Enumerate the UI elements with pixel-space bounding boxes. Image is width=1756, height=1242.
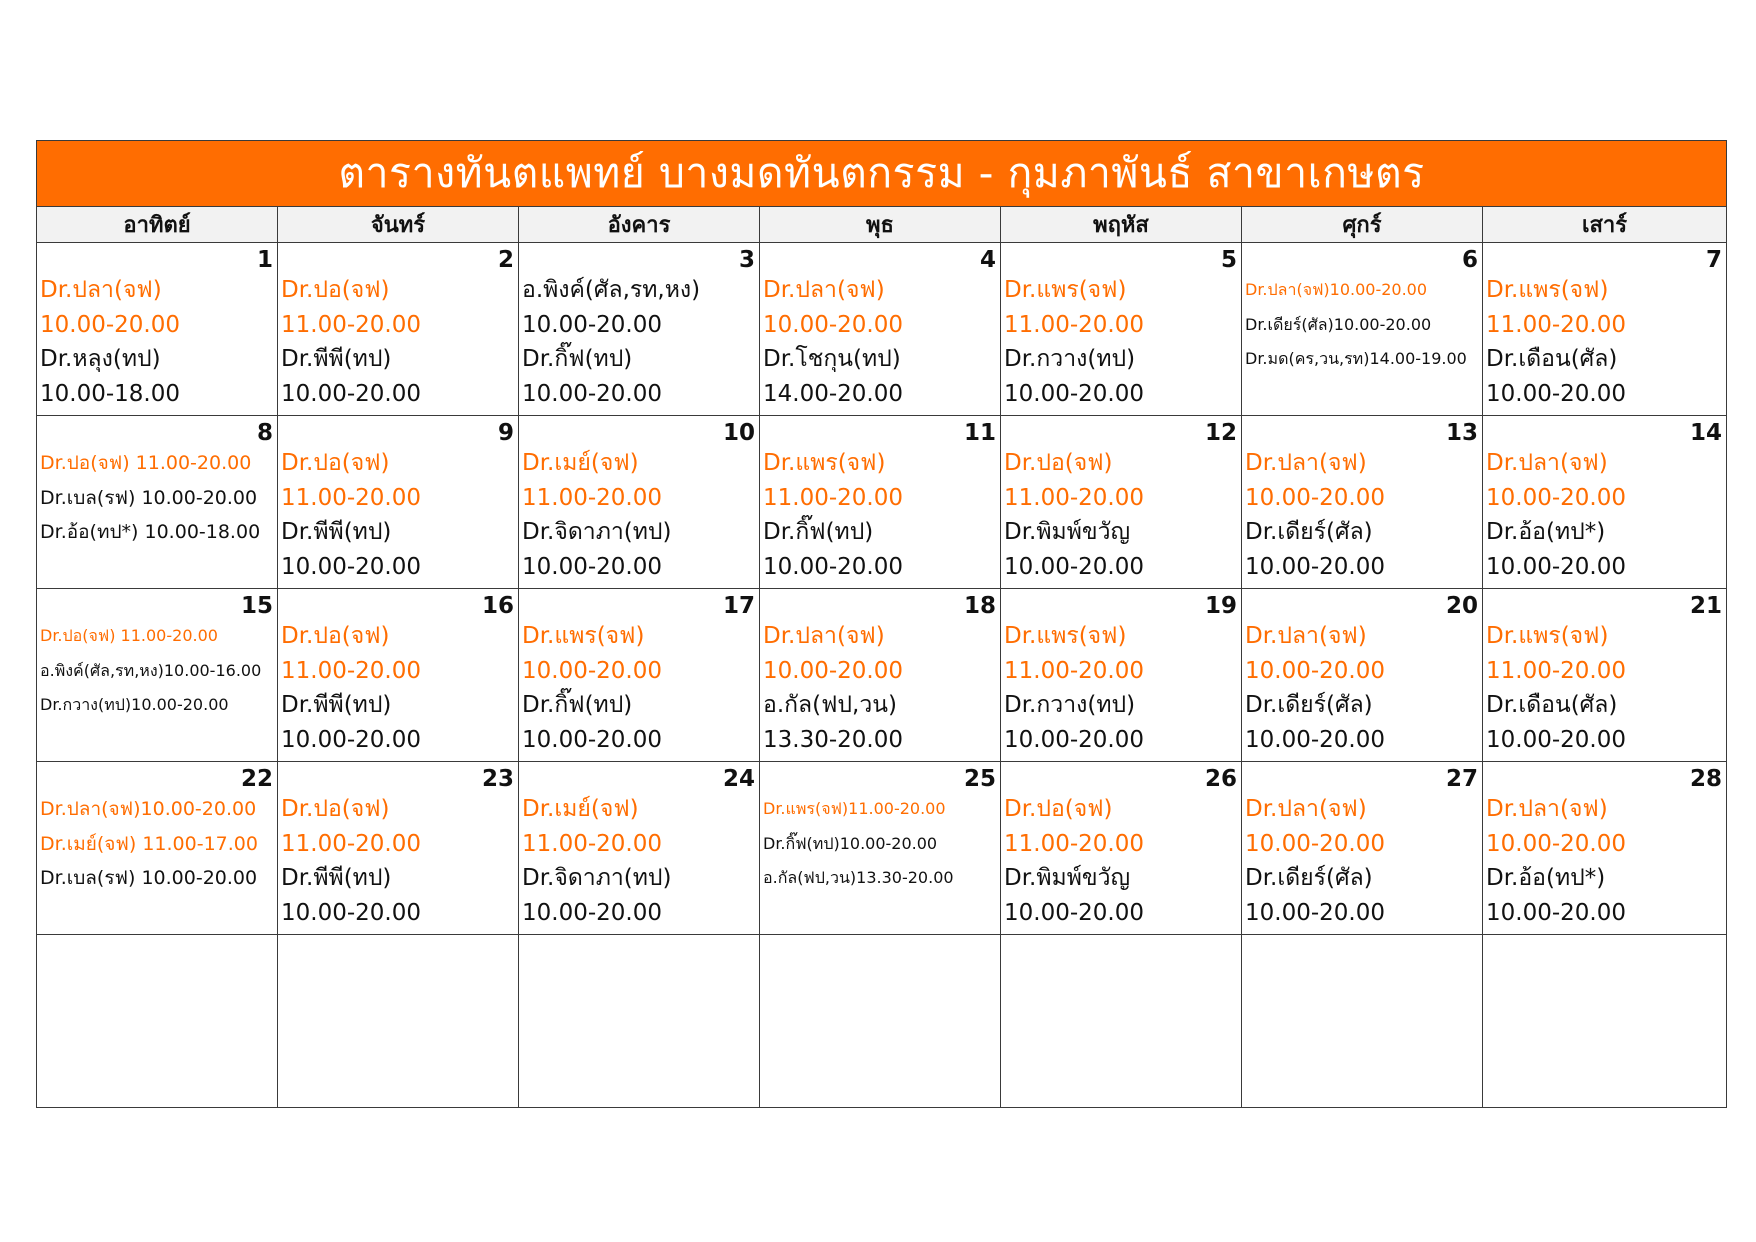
day-number: 23 bbox=[481, 766, 514, 792]
empty-week-row bbox=[37, 935, 1727, 1108]
schedule-entry: 10.00-20.00 bbox=[522, 311, 662, 338]
schedule-entry: 10.00-20.00 bbox=[522, 726, 662, 753]
schedule-entry: Dr.ปอ(จฟ) bbox=[281, 450, 390, 476]
day-number: 13 bbox=[1445, 420, 1478, 446]
schedule-entry: 10.00-20.00 bbox=[1486, 553, 1626, 580]
weekday-header: เสาร์ bbox=[1483, 207, 1727, 243]
day-cell bbox=[1483, 416, 1727, 589]
empty-day-cell bbox=[278, 935, 519, 1108]
schedule-entry: Dr.ปลา(จฟ)10.00-20.00 bbox=[1245, 280, 1428, 299]
schedule-entry: 10.00-20.00 bbox=[281, 899, 421, 926]
schedule-entry: Dr.ปอ(จฟ) bbox=[1004, 450, 1113, 476]
day-cell bbox=[1242, 762, 1483, 935]
schedule-entry: Dr.กิ๊ฟ(ทป) bbox=[522, 692, 633, 718]
day-number: 2 bbox=[497, 247, 514, 273]
day-number: 22 bbox=[240, 766, 273, 792]
schedule-entry: 11.00-20.00 bbox=[1004, 657, 1144, 684]
schedule-entry: Dr.แพร(จฟ) bbox=[1486, 277, 1609, 303]
schedule-entry: Dr.ปอ(จฟ) 11.00-20.00 bbox=[40, 626, 218, 645]
day-number: 12 bbox=[1204, 420, 1237, 446]
schedule-entry: Dr.ปลา(จฟ) bbox=[1245, 623, 1367, 649]
schedule-entry: Dr.ปลา(จฟ) bbox=[763, 623, 885, 649]
schedule-entry: Dr.กวาง(ทป) bbox=[1004, 692, 1136, 718]
schedule-entry: Dr.เดียร์(ศัล) bbox=[1245, 519, 1373, 545]
empty-day-cell bbox=[1242, 935, 1483, 1108]
schedule-entry: Dr.ปลา(จฟ) bbox=[1245, 450, 1367, 476]
schedule-entry: 10.00-18.00 bbox=[40, 380, 180, 407]
schedule-entry: Dr.กิ๊ฟ(ทป) bbox=[763, 519, 874, 545]
schedule-entry: Dr.ปลา(จฟ) bbox=[1245, 796, 1367, 822]
schedule-entry: 10.00-20.00 bbox=[1004, 380, 1144, 407]
weekday-header: พุธ bbox=[760, 207, 1001, 243]
schedule-entry: Dr.แพร(จฟ) bbox=[1004, 277, 1127, 303]
day-number: 25 bbox=[963, 766, 996, 792]
calendar-body bbox=[37, 243, 1727, 1108]
schedule-entry: 11.00-20.00 bbox=[1004, 484, 1144, 511]
empty-day-cell bbox=[1001, 935, 1242, 1108]
calendar-title: ตารางทันตแพทย์ บางมดทันตกรรม - กุมภาพันธ์ สาขาเกษตร bbox=[37, 141, 1727, 207]
schedule-entry: Dr.กวาง(ทป)10.00-20.00 bbox=[40, 695, 229, 714]
schedule-entry: อ.พิงค์(ศัล,รท,หง) bbox=[522, 277, 701, 303]
day-number: 17 bbox=[722, 593, 755, 619]
empty-day-cell bbox=[760, 935, 1001, 1108]
schedule-entry: Dr.หลุง(ทป) bbox=[40, 346, 161, 372]
schedule-entry: 11.00-20.00 bbox=[281, 830, 421, 857]
schedule-entry: Dr.พีพี(ทป) bbox=[281, 346, 392, 372]
schedule-entry: 11.00-20.00 bbox=[1004, 311, 1144, 338]
empty-day-cell bbox=[519, 935, 760, 1108]
schedule-entry: 10.00-20.00 bbox=[522, 553, 662, 580]
schedule-entry: Dr.มด(คร,วน,รท)14.00-19.00 bbox=[1245, 349, 1467, 368]
schedule-entry: 10.00-20.00 bbox=[281, 553, 421, 580]
schedule-entry: 11.00-20.00 bbox=[522, 830, 662, 857]
schedule-entry: Dr.เดือน(ศัล) bbox=[1486, 692, 1618, 718]
day-cell bbox=[519, 762, 760, 935]
schedule-entry: 10.00-20.00 bbox=[40, 311, 180, 338]
schedule-entry: Dr.เดียร์(ศัล)10.00-20.00 bbox=[1245, 314, 1432, 334]
day-cell bbox=[37, 589, 278, 762]
schedule-entry: 10.00-20.00 bbox=[522, 899, 662, 926]
day-cell bbox=[278, 762, 519, 935]
week-row bbox=[37, 416, 1727, 589]
schedule-entry: Dr.ปอ(จฟ) bbox=[281, 277, 390, 303]
schedule-entry: Dr.กิ๊ฟ(ทป)10.00-20.00 bbox=[763, 833, 938, 853]
schedule-entry: 10.00-20.00 bbox=[763, 657, 903, 684]
schedule-entry: 10.00-20.00 bbox=[1245, 484, 1385, 511]
schedule-calendar bbox=[36, 140, 1727, 1108]
day-cell bbox=[37, 243, 278, 416]
schedule-entry: 11.00-20.00 bbox=[1004, 830, 1144, 857]
schedule-entry: Dr.พีพี(ทป) bbox=[281, 519, 392, 545]
day-cell bbox=[1483, 589, 1727, 762]
schedule-entry: 10.00-20.00 bbox=[1245, 726, 1385, 753]
schedule-entry: Dr.อ้อ(ทป*) bbox=[1486, 865, 1606, 891]
schedule-entry: อ.กัล(ฟป,วน)13.30-20.00 bbox=[763, 868, 954, 887]
day-cell bbox=[519, 416, 760, 589]
schedule-entry: Dr.กิ๊ฟ(ทป) bbox=[522, 346, 633, 372]
day-number: 26 bbox=[1204, 766, 1237, 792]
schedule-entry: Dr.ปอ(จฟ) bbox=[281, 796, 390, 822]
day-cell bbox=[1242, 243, 1483, 416]
schedule-entry: Dr.ปลา(จฟ) bbox=[40, 277, 162, 303]
day-cell bbox=[37, 762, 278, 935]
empty-day-cell bbox=[37, 935, 278, 1108]
schedule-entry: Dr.แพร(จฟ) bbox=[522, 623, 645, 649]
schedule-entry: Dr.จิดาภา(ทป) bbox=[522, 865, 672, 891]
schedule-entry: Dr.เบล(รฟ) 10.00-20.00 bbox=[40, 867, 258, 889]
weekday-header: จันทร์ bbox=[278, 207, 519, 243]
schedule-entry: Dr.เมย์(จฟ) bbox=[522, 450, 639, 476]
schedule-entry: Dr.ปลา(จฟ) bbox=[1486, 450, 1608, 476]
schedule-entry: 10.00-20.00 bbox=[522, 380, 662, 407]
week-row bbox=[37, 762, 1727, 935]
day-number: 27 bbox=[1445, 766, 1478, 792]
schedule-entry: Dr.อ้อ(ทป*) 10.00-18.00 bbox=[40, 521, 261, 543]
day-number: 9 bbox=[497, 420, 514, 446]
day-number: 28 bbox=[1690, 766, 1723, 792]
day-number: 16 bbox=[481, 593, 514, 619]
day-number: 10 bbox=[722, 420, 755, 446]
day-cell bbox=[278, 589, 519, 762]
schedule-entry: Dr.แพร(จฟ)11.00-20.00 bbox=[763, 799, 946, 818]
day-cell bbox=[1483, 243, 1727, 416]
day-number: 24 bbox=[722, 766, 755, 792]
schedule-entry: อ.พิงค์(ศัล,รท,หง)10.00-16.00 bbox=[40, 660, 262, 680]
schedule-entry: 11.00-20.00 bbox=[763, 484, 903, 511]
day-cell bbox=[760, 243, 1001, 416]
schedule-entry: Dr.อ้อ(ทป*) bbox=[1486, 519, 1606, 545]
schedule-entry: Dr.พีพี(ทป) bbox=[281, 865, 392, 891]
weekday-header: ศุกร์ bbox=[1242, 207, 1483, 243]
schedule-entry: 10.00-20.00 bbox=[1486, 726, 1626, 753]
schedule-entry: 10.00-20.00 bbox=[763, 553, 903, 580]
schedule-entry: 10.00-20.00 bbox=[1486, 380, 1626, 407]
day-number: 21 bbox=[1690, 593, 1723, 619]
schedule-entry: 14.00-20.00 bbox=[763, 380, 903, 407]
weekday-header: พฤหัส bbox=[1001, 207, 1242, 243]
schedule-entry: 11.00-20.00 bbox=[522, 484, 662, 511]
day-number: 6 bbox=[1461, 247, 1478, 273]
schedule-entry: Dr.เมย์(จฟ) 11.00-17.00 bbox=[40, 832, 258, 855]
schedule-entry: Dr.แพร(จฟ) bbox=[1486, 623, 1609, 649]
schedule-entry: Dr.เดียร์(ศัล) bbox=[1245, 865, 1373, 891]
day-number: 7 bbox=[1706, 247, 1723, 273]
schedule-entry: 10.00-20.00 bbox=[1004, 553, 1144, 580]
schedule-entry: 11.00-20.00 bbox=[281, 657, 421, 684]
schedule-entry: Dr.กวาง(ทป) bbox=[1004, 346, 1136, 372]
schedule-entry: 10.00-20.00 bbox=[1486, 484, 1626, 511]
schedule-entry: 10.00-20.00 bbox=[1245, 830, 1385, 857]
weekday-header: อังคาร bbox=[519, 207, 760, 243]
day-cell bbox=[1242, 589, 1483, 762]
day-cell bbox=[760, 589, 1001, 762]
schedule-entry: Dr.ปลา(จฟ)10.00-20.00 bbox=[40, 798, 257, 820]
day-cell bbox=[1001, 416, 1242, 589]
schedule-entry: Dr.ปลา(จฟ) bbox=[763, 277, 885, 303]
day-number: 5 bbox=[1220, 247, 1237, 273]
day-number: 14 bbox=[1690, 420, 1723, 446]
schedule-entry: Dr.ปอ(จฟ) bbox=[1004, 796, 1113, 822]
day-cell bbox=[1001, 589, 1242, 762]
weekday-header-row bbox=[37, 207, 1727, 243]
day-cell bbox=[278, 416, 519, 589]
day-cell bbox=[760, 762, 1001, 935]
schedule-entry: Dr.เดียร์(ศัล) bbox=[1245, 692, 1373, 718]
day-cell bbox=[278, 243, 519, 416]
day-cell bbox=[1001, 243, 1242, 416]
schedule-entry: Dr.ปอ(จฟ) 11.00-20.00 bbox=[40, 452, 252, 474]
day-number: 19 bbox=[1204, 593, 1237, 619]
day-number: 15 bbox=[240, 593, 273, 619]
schedule-entry: 10.00-20.00 bbox=[1486, 830, 1626, 857]
schedule-entry: Dr.เบล(รฟ) 10.00-20.00 bbox=[40, 486, 258, 509]
schedule-entry: Dr.ปลา(จฟ) bbox=[1486, 796, 1608, 822]
schedule-entry: 10.00-20.00 bbox=[281, 726, 421, 753]
empty-day-cell bbox=[1483, 935, 1727, 1108]
day-number: 3 bbox=[738, 247, 755, 273]
day-cell bbox=[760, 416, 1001, 589]
day-cell bbox=[1483, 762, 1727, 935]
schedule-entry: 13.30-20.00 bbox=[763, 726, 903, 753]
schedule-entry: Dr.พิมพ์ขวัญ bbox=[1004, 865, 1131, 891]
week-row bbox=[37, 243, 1727, 416]
day-cell bbox=[519, 243, 760, 416]
schedule-entry: Dr.จิดาภา(ทป) bbox=[522, 519, 672, 545]
schedule-entry: 10.00-20.00 bbox=[281, 380, 421, 407]
schedule-entry: Dr.ปอ(จฟ) bbox=[281, 623, 390, 649]
schedule-entry: 10.00-20.00 bbox=[1245, 657, 1385, 684]
day-cell bbox=[37, 416, 278, 589]
day-cell bbox=[1242, 416, 1483, 589]
schedule-entry: 11.00-20.00 bbox=[1486, 311, 1626, 338]
schedule-entry: 11.00-20.00 bbox=[1486, 657, 1626, 684]
schedule-entry: 10.00-20.00 bbox=[1486, 899, 1626, 926]
day-number: 11 bbox=[963, 420, 996, 446]
schedule-entry: 11.00-20.00 bbox=[281, 484, 421, 511]
schedule-entry: 10.00-20.00 bbox=[1004, 726, 1144, 753]
week-row bbox=[37, 589, 1727, 762]
schedule-entry: Dr.เมย์(จฟ) bbox=[522, 796, 639, 822]
schedule-entry: Dr.พีพี(ทป) bbox=[281, 692, 392, 718]
schedule-entry: Dr.เดือน(ศัล) bbox=[1486, 346, 1618, 372]
day-cell bbox=[1001, 762, 1242, 935]
day-number: 20 bbox=[1445, 593, 1478, 619]
weekday-header: อาทิตย์ bbox=[37, 207, 278, 243]
schedule-entry: 10.00-20.00 bbox=[522, 657, 662, 684]
schedule-entry: 10.00-20.00 bbox=[763, 311, 903, 338]
schedule-entry: Dr.โชกุน(ทป) bbox=[763, 346, 901, 372]
schedule-entry: 10.00-20.00 bbox=[1004, 899, 1144, 926]
day-number: 1 bbox=[256, 247, 273, 273]
day-number: 18 bbox=[963, 593, 996, 619]
schedule-entry: 10.00-20.00 bbox=[1245, 899, 1385, 926]
schedule-entry: อ.กัล(ฟป,วน) bbox=[763, 692, 897, 718]
day-cell bbox=[519, 589, 760, 762]
day-number: 8 bbox=[256, 420, 273, 446]
schedule-entry: Dr.แพร(จฟ) bbox=[763, 450, 886, 476]
day-number: 4 bbox=[979, 247, 996, 273]
schedule-entry: Dr.แพร(จฟ) bbox=[1004, 623, 1127, 649]
schedule-entry: 11.00-20.00 bbox=[281, 311, 421, 338]
schedule-entry: 10.00-20.00 bbox=[1245, 553, 1385, 580]
schedule-entry: Dr.พิมพ์ขวัญ bbox=[1004, 519, 1131, 545]
